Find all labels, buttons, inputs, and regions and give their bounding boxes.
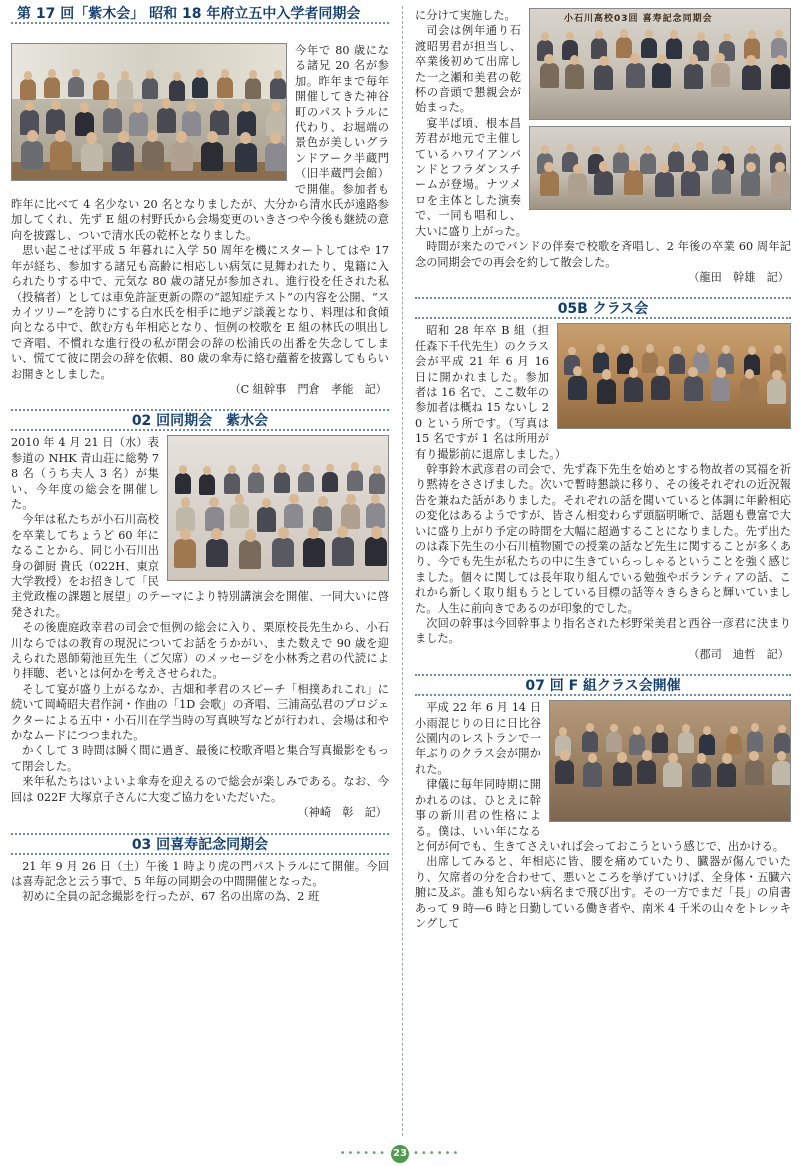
section-header-s17 [11,0,389,24]
page-number-value: 23 [391,1145,409,1163]
article-s07f [415,700,791,931]
group-photo-s17 [11,43,287,181]
paragraph: 幹事鈴木武彦君の司会で、先ず森下先生を始めとする物故者の冥福を祈り黙祷をささげました。次いで暫時懇談に移り、その後それぞれの近況報告を兼ねた話がありました。それぞれの話を聞いていると体調に年齢相応の変化はあるようですが、皆さん相変わらず頭脳明晰で、話題も豊富で大いに盛り上がり予定の時間を大幅に超過することになりました。先ず出たのは森下先生の小石川植物園での授業の話など先生に関することが多くあり、今でも先生が私たちの中に生きていらっしゃるということを強く感じました。個々に関しては長年取り組んでいる勉強やボランティアの話、これから新しく取り組もうとしている目標の話等々きらきらと輝いていました。人生に前向きであるのが印象的でした。 [415,462,791,615]
paragraph: 今年で 80 歳になる諸兄 20 名が参加。昨年まで毎年開催してきた神谷町のパストラルに代わり、お堀端の景色が美しいグランドアーク半蔵門（旧半蔵門会館）で開催。参加者も昨年に比べて 4 名少ない 20 名となりましたが、大分から清水氏が遠路参加してくれ、先ず E 組の村野氏から会場変更のいきさつや今後も継続の意向を披露し、ついで清水氏の乾杯となりました。 [11,44,389,242]
paragraph: 初めに全員の記念撮影を行ったが、67 名の出席の為、2 班 [22,890,320,904]
column-divider [402,6,403,1136]
section-title: 07 回 F 組クラス会開催 [525,678,681,695]
paragraph: 思い起こせば平成 5 年暮れに入学 50 周年を機にスタートしてはや 17 年が経ち、参加する諸兄も高齢に相応しい病気に見舞われたり、鬼籍に入られたりする中で、元気な 80 歳の諸兄が参加され、進行役を任された私（投稿者）としては車免許証更新の際の“認知症テスト”の内容を公開、“スカイツリー”を誇りにする白水氏を相手に地デジ談義となり、料理は和食傾向となる中で、飲む方も年相応となり、恒例の校歌を E 組の林氏の唄出しで斉唱、不慣れな進行役の私が閉会の辞の松浦氏の出番を失念してしまい、慌てて彼に閉会の辞を依頼、80 歳の傘寿に絡む蘊蓄を披露してもらいお開きとしました。 [11,244,389,381]
section-title: 03 回喜寿記念同期会 [131,836,269,853]
signature: （C 組幹事 門倉 孝能 記） [229,382,387,396]
right-column [415,0,791,931]
paragraph: かくして 3 時間は瞬く間に過ぎ、最後に校歌斉唱と集合写真撮影をもって閉会した。 [11,744,389,773]
paragraph: 2010 年 4 月 21 日（水）表参道の NHK 青山荘に総勢 78 名（うち夫人 3 名）が集い、今年度の総会を開催した。 [11,436,159,511]
page-number [0,1143,800,1163]
article-s03-right [415,8,791,285]
article-s17 [11,43,389,397]
paragraph: 出席してみると、年相応に皆、腰を痛めていたり、臓器が傷んでいたり、欠席者の分を合わせて、悪いところを挙げていけば、全身体・五臓六腑に及ぶ。誰も知らない病名まで飛び出す。その一方でまだ「長」の肩書あって 9 時—6 時と日勤している働き者や、南米 4 千米の山々をトレッキングして [415,855,791,930]
signature: （神崎 彰 記） [297,806,387,820]
section-header-s03 [11,831,389,855]
left-column [11,0,389,905]
paragraph: に分けて実施した。 [415,9,516,22]
group-photo-s07f [549,700,791,822]
photo-banner: 小石川高校03回 喜寿記念同期会 [564,14,713,24]
paragraph: 21 年 9 月 26 日（土）午後 1 時より虎の門パストラルにて開催。今回は喜寿記念と云う事で、5 年毎の同期会の中間開催となった。 [11,859,389,888]
paragraph: その後鹿庭政幸君の司会で恒例の総会に入り、栗原校長先生から、小石川ならではの教育の現況についてお話をうかがい、また数えで 90 歳を迎えられた恩師菊池亘先生（ご欠席）のメッセージを小林秀之君の代読により拝聴、老いとは何かを考えさせられた。 [11,621,389,681]
group-photo-s05b [557,323,791,429]
paragraph: 次回の幹事は今回幹事より指名された杉野栄美君と西谷一彦君に決まりました。 [415,617,791,646]
article-s02 [11,435,389,820]
photo-stack-s03 [529,8,791,210]
page-number-dots-right: •••••• [413,1148,461,1159]
paragraph: 平成 22 年 6 月 14 日小雨混じりの日に日比谷公園内のレストランで一年ぶりのクラス会が開かれた。 [415,701,541,776]
section-header-s05b [415,295,791,319]
article-s05b [415,323,791,662]
paragraph: 宴半ば頃、根本昌芳君が地元で主催しているハワイアンバンドとフラダンスチームが登場。ナツメロを主体とした演奏で、一同も唱和し、大いに盛り上がった。 [415,116,527,238]
paragraph: 律儀に毎年同時期に開かれるのは、ひとえに幹事の新川君の性格による。僕は、いい年になると何が何でも、生きてさえいれば会っておこうという感じで、出かける。 [415,778,784,853]
paragraph: 時間が来たのでバンドの伴奏で校歌を斉唱し、2 年後の卒業 60 周年記念の同期会での再会を約して散会した。 [415,240,791,269]
group-photo-s03-a [529,8,791,120]
section-title: 02 回同期会 紫水会 [131,413,269,430]
paragraph: そして宴が盛り上がるなか、古畑和孝君のスピーチ「相撲あれこれ」に続いて岡崎昭夫君作詞・作曲の「1D 会歌」の斉唱、三浦高弘君のプロジェクターによる五中・小石川在学当時の写真映写などが行われ、会場は和やかなムードにつつまれた。 [11,682,389,743]
paragraph: 今年は私たちが小石川高校を卒業してちょうど 60 年になることから、同じ小石川出身の御厨 貴氏（022H、東京大学教授）をお招きして「民主党政権の課題と展望」のテーマにより特別講演会を開催、一同大いに啓発された。 [11,513,389,619]
group-photo-s02 [167,435,389,581]
signature: （龍田 幹雄 記） [688,270,789,284]
paragraph: 司会は例年通り石渡昭男君が担当し、卒業後初めて出席した一之瀬和美君の乾杯の音頭で懇親会が始まった。 [415,24,521,115]
paragraph: 来年私たちはいよいよ傘寿を迎えるので総会が楽しみである。なお、今回は 022F 大塚京子さんに大変ご協力をいただいた。 [11,775,389,804]
section-header-s07f [415,672,791,696]
section-title: 05B クラス会 [557,301,649,318]
section-title: 第 17 回「紫木会」 昭和 18 年府立五中入学者同期会 [17,6,361,22]
group-photo-s03-b [529,126,791,210]
section-header-s02 [11,407,389,431]
paragraph: 昭和 28 年卒 B 組（担任森下千代先生）のクラス会が平成 21 年 6 月 16 日に開かれました。参加者は 16 名で、ここ数年の参加者は概ね 15 ないし 20 という所です。（写真は 15 名ですが 1 名は所用が有り撮影前に退席しました。） [415,324,567,461]
page-number-dots-left: •••••• [339,1148,387,1159]
signature: （郡司 迪哲 記） [688,647,789,661]
article-s03-left [11,859,389,905]
